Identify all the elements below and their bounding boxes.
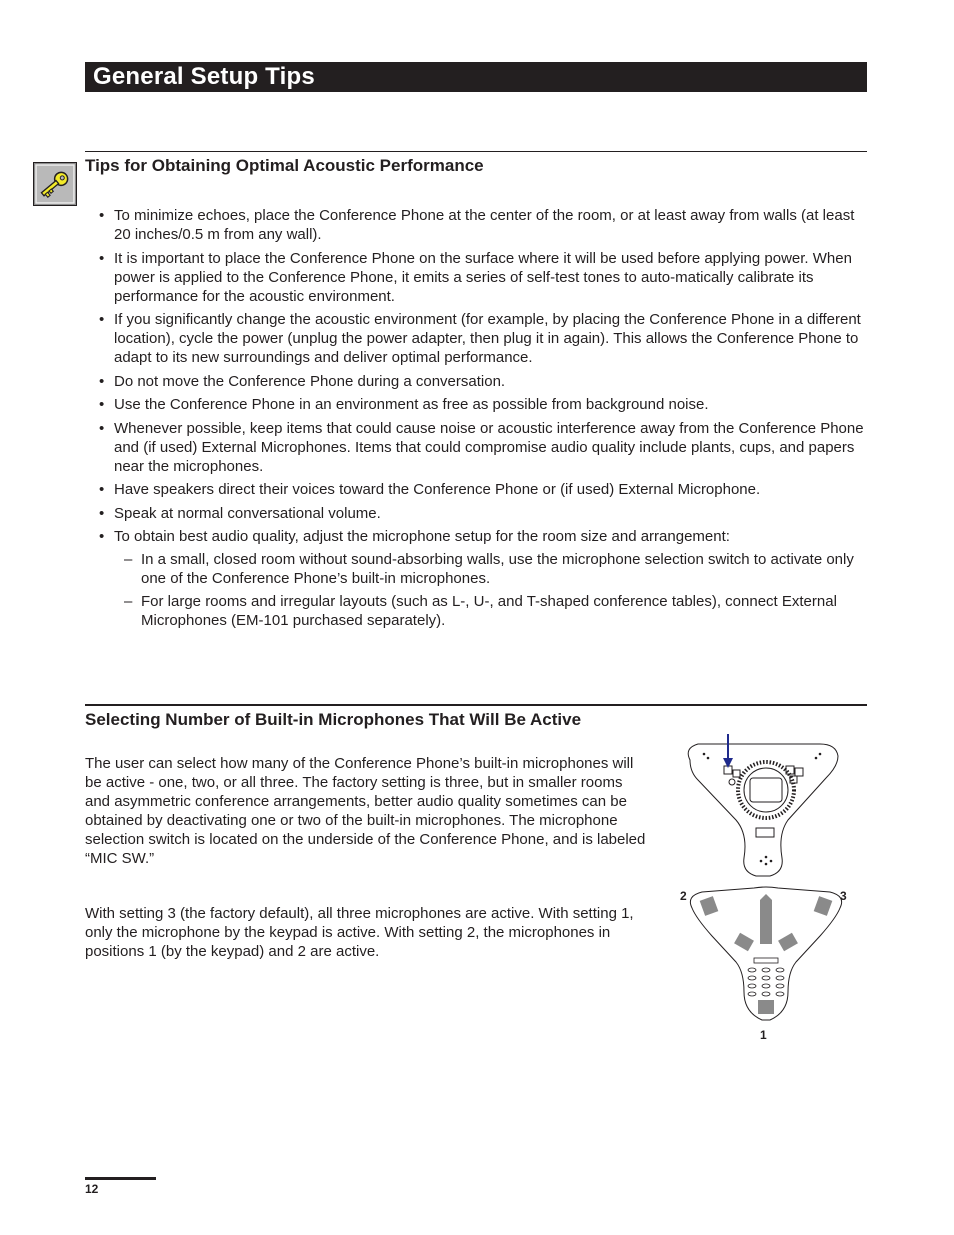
list-item: • Use the Conference Phone in an environment as free as possible from background noise. (99, 395, 869, 414)
list-item: • Speak at normal conversational volume. (99, 504, 869, 523)
microphone-paragraph: The user can select how many of the Conference Phone’s built-in microphones will be active - one, two, or all three. The factory setting is three, but in smaller rooms and asymmetric conference arrangements, better audio quality sometimes can be obtained by deactivating one or two of the built-in microphones. The microphone selection switch is located on the underside of the Conference Phone, and is labeled “MIC SW.” (85, 755, 646, 867)
page-title-bar (85, 62, 867, 92)
list-item: • It is important to place the Conference Phone on the surface where it will be used before applying power. When power is applied to the Conference Phone, it emits a series of self-test tones to auto-matically calibrate its performance for the acoustic environment. (99, 249, 869, 306)
phone-top-illustration (690, 887, 841, 1020)
section-heading-acoustic-tips: Tips for Obtaining Optimal Acoustic Performance (85, 156, 484, 175)
phone-underside-illustration (688, 744, 838, 876)
mic-position-3-label: 3 (840, 889, 847, 903)
tips-list (99, 206, 869, 635)
microphone-settings-paragraph: With setting 3 (the factory default), all three microphones are active. With setting 1, only the microphone by the keypad is active. With setting 2, the microphones in positions 1 (by the keypad) and 2 are active. (85, 905, 634, 960)
sub-list-item-text: In a small, closed room without sound-absorbing walls, use the microphone selection switch to activate only one of the Conference Phone’s built-in microphones. (141, 551, 854, 587)
conference-phone-figure (670, 730, 870, 1050)
sub-list-item (124, 592, 869, 630)
sub-tips-list (124, 550, 869, 630)
list-item: • To minimize echoes, place the Conference Phone at the center of the room, or at least away from walls (at least 20 inches/0.5 m from any wall). (99, 206, 869, 244)
section-divider (85, 704, 867, 706)
sub-list-item (124, 550, 869, 588)
list-item: • Do not move the Conference Phone during a conversation. (99, 372, 869, 391)
page-title: General Setup Tips (93, 63, 315, 90)
mic-position-1-label: 1 (760, 1028, 767, 1042)
section-divider (85, 151, 867, 152)
list-item: • If you significantly change the acoustic environment (for example, by placing the Conference Phone in a different location), cycle the power (unplug the power adapter, then plug it in again). This allows the Conference Phone to adapt to its new surroundings and deliver optimal performance. (99, 310, 869, 367)
sub-list-item-text: For large rooms and irregular layouts (such as L-, U-, and T-shaped conference tables), connect External Microphones (EM-101 purchased separately). (141, 593, 837, 629)
footer-rule (85, 1177, 156, 1180)
mic-position-2-label: 2 (680, 889, 687, 903)
section-heading-microphones: Selecting Number of Built-in Microphones That Will Be Active (85, 710, 582, 729)
list-item (99, 527, 869, 630)
key-icon (33, 162, 77, 206)
list-item: • Have speakers direct their voices toward the Conference Phone or (if used) External Microphone. (99, 480, 869, 499)
list-item-text: To obtain best audio quality, adjust the microphone setup for the room size and arrangement: (114, 528, 730, 545)
page-number: 12 (85, 1182, 99, 1196)
list-item: • Whenever possible, keep items that could cause noise or acoustic interference away from the Conference Phone and (if used) External Microphones. Items that could compromise audio quality include plants, cups, and papers near the microphones. (99, 419, 869, 476)
